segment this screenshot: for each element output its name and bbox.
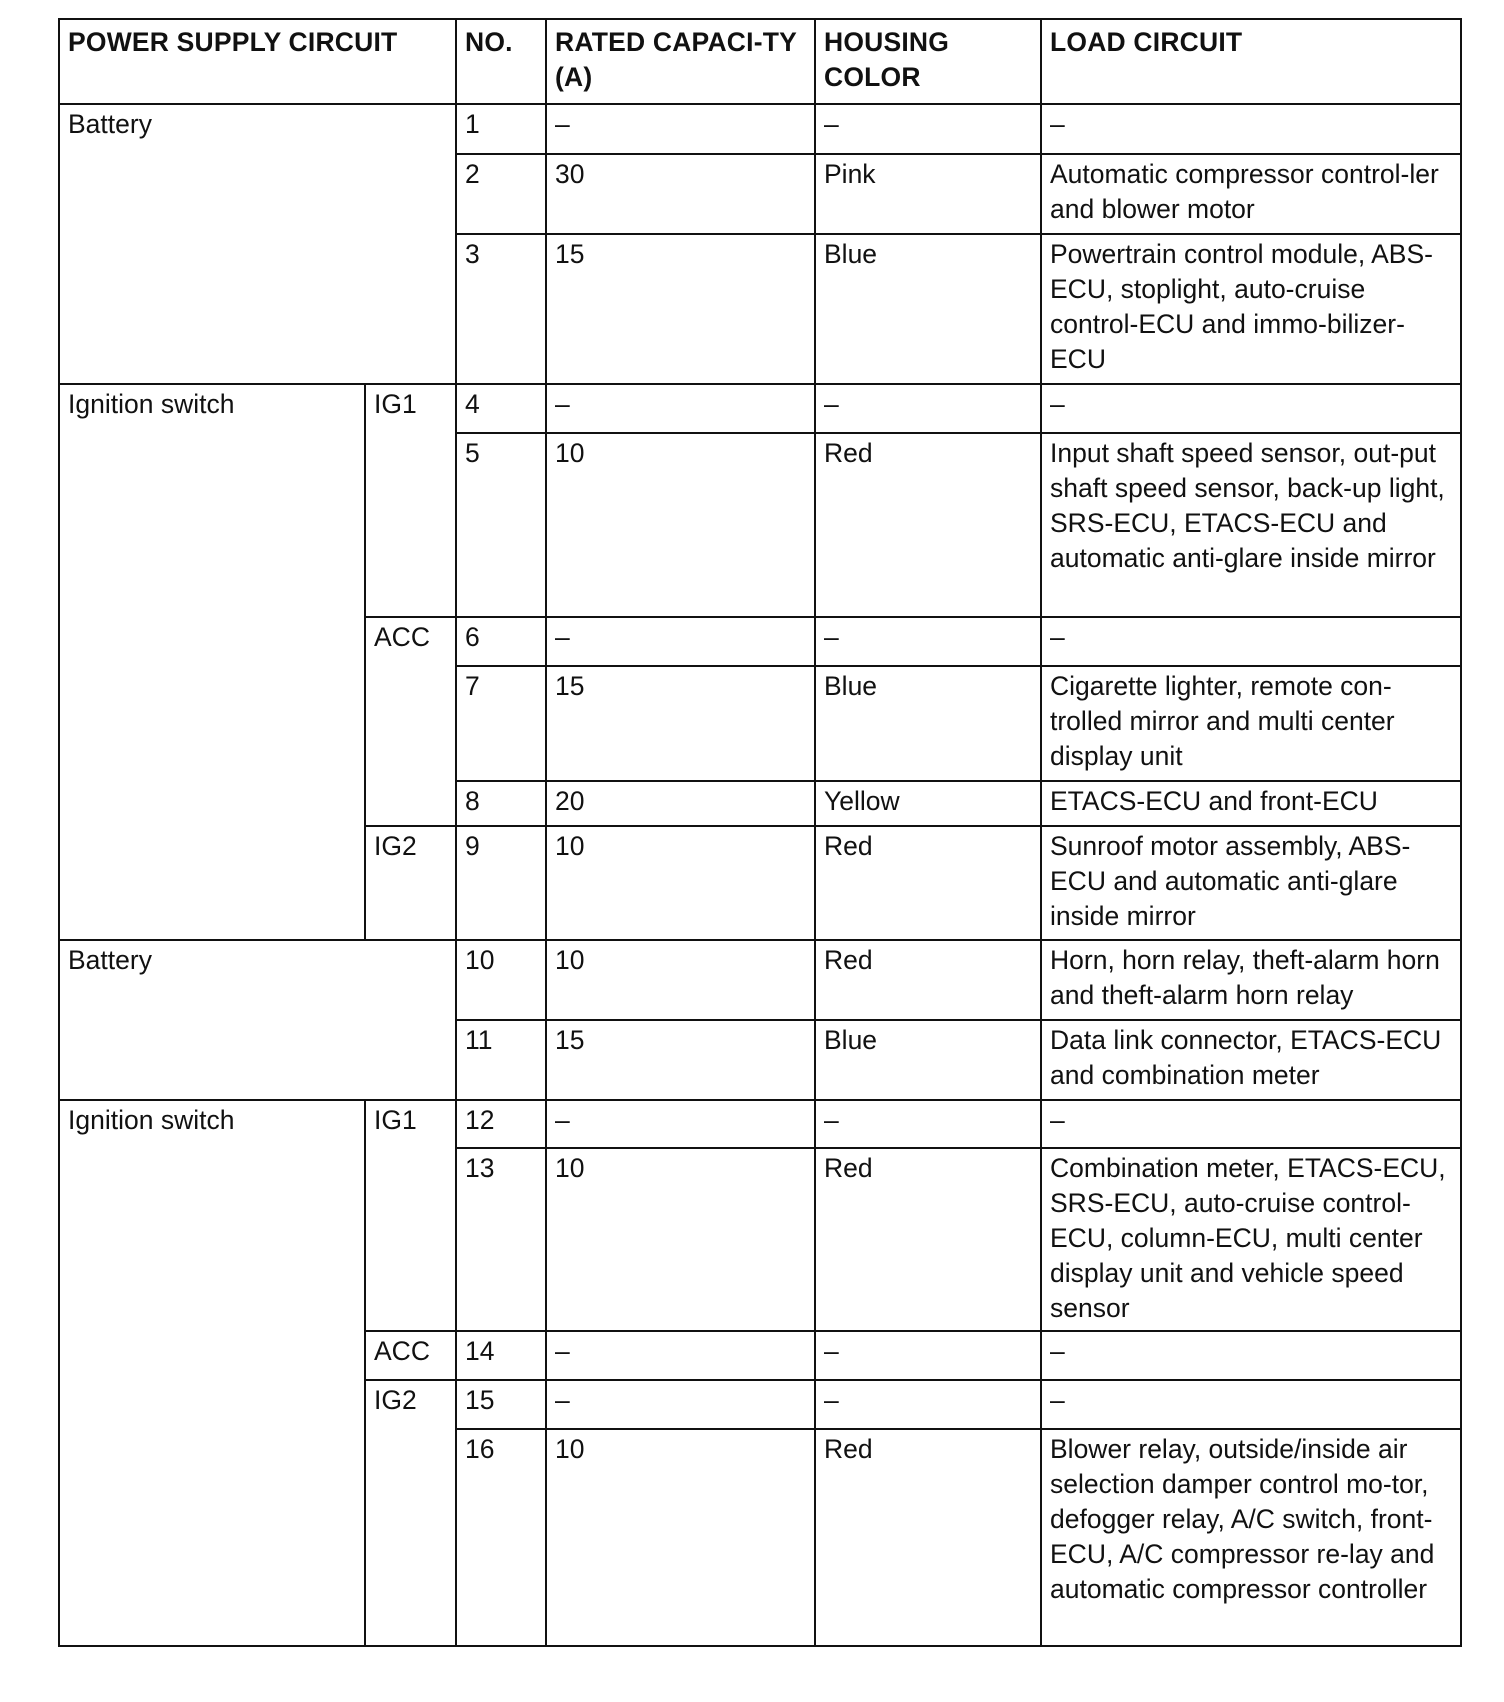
housing-color: Red xyxy=(815,1429,1041,1646)
subsource-cell: ACC xyxy=(365,617,456,826)
source-cell: Battery xyxy=(59,940,456,1100)
housing-color: Red xyxy=(815,940,1041,1020)
fuse-no: 11 xyxy=(456,1020,546,1100)
rated-capacity: 15 xyxy=(546,234,815,384)
rated-capacity: – xyxy=(546,617,815,666)
rated-capacity: 10 xyxy=(546,826,815,940)
housing-color: Blue xyxy=(815,1020,1041,1100)
fuse-no: 10 xyxy=(456,940,546,1020)
load-circuit: Automatic compressor control-ler and blower motor xyxy=(1041,154,1461,234)
source-cell: Ignition switch xyxy=(59,1100,365,1646)
load-circuit: – xyxy=(1041,104,1461,154)
load-circuit: Blower relay, outside/inside air selection damper control mo-tor, defogger relay, A/C switch, front-ECU, A/C compressor re-lay and automatic compressor controller xyxy=(1041,1429,1461,1646)
housing-color: Red xyxy=(815,433,1041,617)
load-circuit: – xyxy=(1041,1331,1461,1380)
housing-color: Red xyxy=(815,1148,1041,1331)
header-rated-capacity: RATED CAPACI-TY (A) xyxy=(546,19,815,104)
housing-color: Red xyxy=(815,826,1041,940)
subsource-cell: IG2 xyxy=(365,826,456,940)
housing-color: – xyxy=(815,384,1041,433)
table-row xyxy=(59,1100,1461,1148)
rated-capacity: 10 xyxy=(546,433,815,617)
header-power-supply: POWER SUPPLY CIRCUIT xyxy=(59,19,456,104)
subsource-cell: ACC xyxy=(365,1331,456,1380)
fuse-no: 1 xyxy=(456,104,546,154)
fuse-no: 12 xyxy=(456,1100,546,1148)
fuse-no: 15 xyxy=(456,1380,546,1429)
header-load-circuit: LOAD CIRCUIT xyxy=(1041,19,1461,104)
load-circuit: Input shaft speed sensor, out-put shaft speed sensor, back-up light, SRS-ECU, ETACS-ECU and automatic anti-glare inside mirror xyxy=(1041,433,1461,617)
fuse-no: 3 xyxy=(456,234,546,384)
subsource-cell: IG2 xyxy=(365,1380,456,1646)
fuse-table xyxy=(58,18,1462,1647)
table-row xyxy=(59,384,1461,433)
fuse-no: 4 xyxy=(456,384,546,433)
housing-color: – xyxy=(815,617,1041,666)
housing-color: Blue xyxy=(815,666,1041,781)
rated-capacity: 30 xyxy=(546,154,815,234)
load-circuit: – xyxy=(1041,384,1461,433)
subsource-cell: IG1 xyxy=(365,384,456,617)
load-circuit: – xyxy=(1041,1100,1461,1148)
housing-color: Blue xyxy=(815,234,1041,384)
load-circuit: Combination meter, ETACS-ECU, SRS-ECU, auto-cruise control-ECU, column-ECU, multi center display unit and vehicle speed sensor xyxy=(1041,1148,1461,1331)
fuse-no: 6 xyxy=(456,617,546,666)
load-circuit: – xyxy=(1041,617,1461,666)
housing-color: Pink xyxy=(815,154,1041,234)
rated-capacity: 15 xyxy=(546,666,815,781)
header-no: NO. xyxy=(456,19,546,104)
fuse-no: 8 xyxy=(456,781,546,826)
housing-color: – xyxy=(815,104,1041,154)
fuse-no: 2 xyxy=(456,154,546,234)
housing-color: – xyxy=(815,1331,1041,1380)
load-circuit: Sunroof motor assembly, ABS-ECU and automatic anti-glare inside mirror xyxy=(1041,826,1461,940)
table-row xyxy=(59,940,1461,1020)
rated-capacity: 10 xyxy=(546,940,815,1020)
housing-color: – xyxy=(815,1100,1041,1148)
rated-capacity: 15 xyxy=(546,1020,815,1100)
fuse-no: 16 xyxy=(456,1429,546,1646)
subsource-cell: IG1 xyxy=(365,1100,456,1331)
load-circuit: Cigarette lighter, remote con-trolled mirror and multi center display unit xyxy=(1041,666,1461,781)
rated-capacity: 20 xyxy=(546,781,815,826)
fuse-no: 14 xyxy=(456,1331,546,1380)
source-cell: Battery xyxy=(59,104,456,384)
rated-capacity: 10 xyxy=(546,1148,815,1331)
rated-capacity: – xyxy=(546,1100,815,1148)
load-circuit: – xyxy=(1041,1380,1461,1429)
header-row xyxy=(59,19,1461,104)
housing-color: Yellow xyxy=(815,781,1041,826)
fuse-no: 5 xyxy=(456,433,546,617)
load-circuit: Powertrain control module, ABS-ECU, stoplight, auto-cruise control-ECU and immo-bilizer-ECU xyxy=(1041,234,1461,384)
rated-capacity: – xyxy=(546,104,815,154)
load-circuit: Data link connector, ETACS-ECU and combination meter xyxy=(1041,1020,1461,1100)
table-row xyxy=(59,104,1461,154)
source-cell: Ignition switch xyxy=(59,384,365,940)
fuse-no: 13 xyxy=(456,1148,546,1331)
rated-capacity: – xyxy=(546,1380,815,1429)
fuse-no: 7 xyxy=(456,666,546,781)
rated-capacity: 10 xyxy=(546,1429,815,1646)
rated-capacity: – xyxy=(546,384,815,433)
header-housing-color: HOUSING COLOR xyxy=(815,19,1041,104)
load-circuit: ETACS-ECU and front-ECU xyxy=(1041,781,1461,826)
fuse-no: 9 xyxy=(456,826,546,940)
rated-capacity: – xyxy=(546,1331,815,1380)
housing-color: – xyxy=(815,1380,1041,1429)
load-circuit: Horn, horn relay, theft-alarm horn and theft-alarm horn relay xyxy=(1041,940,1461,1020)
